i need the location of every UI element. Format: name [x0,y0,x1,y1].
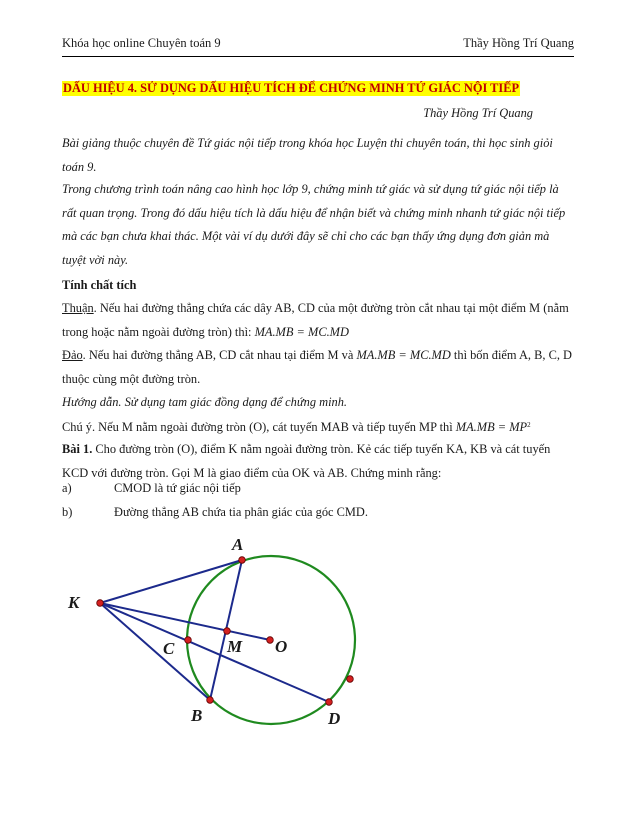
label-c: C [163,639,175,658]
label-d: D [328,709,341,728]
point-o [267,637,274,644]
point-m [224,628,231,635]
intro-paragraph-2: Trong chương trình toán nâng cao hình học lớp 9, chứng minh tứ giác và sử dụng tứ giác nội tiếp là rất quan trọng. Trong đó dấu hiệu tích là dấu hiệu để nhận biết và chứng minh nhanh tứ giác nội tiếp mà các bạn chưa khai thác. Một vài ví dụ dưới đây sẽ chỉ cho các bạn thấy ứng dụng đơn giản mà tuyệt vời này. [62,182,566,267]
item-a-label: a) [62,481,72,495]
theorem-direct-formula: MA.MB = MC.MD [254,324,349,339]
item-b-label: b) [62,505,73,519]
section-title: DẤU HIỆU 4. SỬ DỤNG DẤU HIỆU TÍCH ĐỂ CHỨNG MINH TỨ GIÁC NỘI TIẾP [63,81,520,95]
item-b-text: Đường thẳng AB chứa tia phân giác của góc CMD. [114,505,368,519]
note-formula: MA.MB = MP [455,420,528,434]
theorem-converse-text-2: thì bốn điểm A, B, C, D thuộc cùng một đường tròn. [62,348,572,386]
point-extra [347,676,354,683]
point-a [239,557,246,564]
point-k [97,600,104,607]
note-exponent: 2 [527,421,531,429]
intro-paragraph-1: Bài giảng thuộc chuyên đề Tứ giác nội tiếp trong khóa học Luyện thi chuyên toán, thi học sinh giỏi toán 9. [62,136,553,174]
theorem-converse-formula: MA.MB = MC.MD [356,348,451,362]
segment-ko [100,603,270,640]
label-k: K [68,593,80,612]
theorem-converse-text-1: . Nếu hai đường thẳng AB, CD cắt nhau tại điểm M và [82,348,357,362]
theorem-direct-label: Thuận [62,301,94,315]
tangent-kb [100,603,210,700]
tangent-ka [100,560,242,603]
author-line: Thầy Hồng Trí Quang [423,106,533,120]
secant-kcd [100,603,329,702]
label-b: B [191,706,203,725]
problem-text: Cho đường tròn (O), điểm K nằm ngoài đường tròn. Kẻ các tiếp tuyến KA, KB và cát tuyến KCD với đường tròn. Gọi M là giao điểm của OK và AB. Chứng minh rằng: [62,442,551,480]
header-author: Thầy Hồng Trí Quang [463,36,574,50]
note-text: Chú ý. Nếu M nằm ngoài đường tròn (O), cát tuyến MAB và tiếp tuyến MP thì [62,420,456,434]
hint-line: Hướng dẫn. Sử dụng tam giác đồng dạng để chứng minh. [62,395,348,409]
label-a: A [232,535,244,554]
point-c [185,637,192,644]
theorem-converse-label: Đảo [62,348,83,362]
point-b [207,697,214,704]
property-heading: Tính chất tích [62,278,137,292]
problem-label: Bài 1. [62,442,93,456]
point-d [326,699,333,706]
label-m: M [227,637,243,656]
theorem-direct-text: . Nếu hai đường thẳng chứa các dây AB, CD của một đường tròn cắt nhau tại một điểm M (nằm trong hoặc nằm ngoài đường tròn) thì: [62,301,569,339]
header-course: Khóa học online Chuyên toán 9 [62,36,221,50]
item-a-text: CMOD là tứ giác nội tiếp [114,481,241,495]
label-o: O [275,637,288,656]
